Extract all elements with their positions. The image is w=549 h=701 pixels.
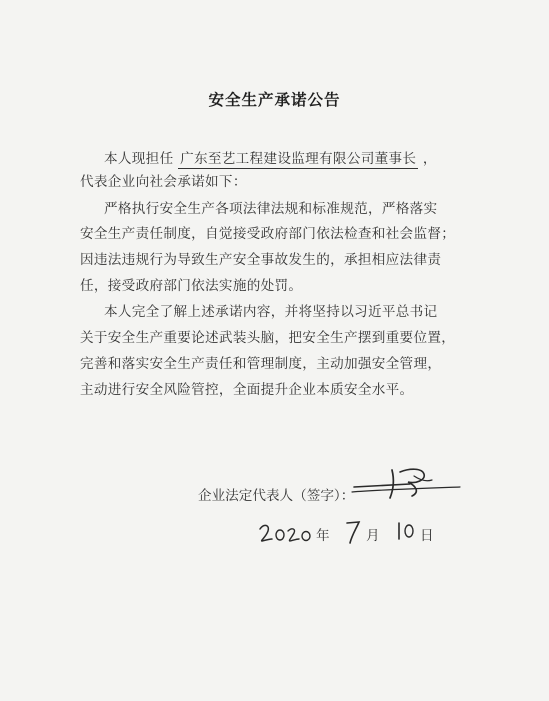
- paragraph-3-line-2: 关于安全生产重要论述武装头脑，把安全生产摆到重要位置，: [80, 330, 456, 346]
- signature-label: 企业法定代表人（签字）：: [198, 488, 355, 504]
- handwritten-month: [344, 517, 364, 547]
- paragraph-2-line-1: 严格执行安全生产各项法律法规和标准规范，严格落实: [104, 201, 438, 217]
- paragraph-3-line-4: 主动进行安全风险管控，全面提升企业本质安全水平。: [80, 382, 414, 398]
- paragraph-2-line-3: 因违法违规行为导致生产安全事故发生的，承担相应法律责: [80, 252, 442, 268]
- paragraph-3-line-1: 本人完全了解上述承诺内容，并将坚持以习近平总书记: [104, 304, 438, 320]
- paragraph-3-line-3: 完善和落实安全生产责任和管理制度，主动加强安全管理，: [80, 356, 442, 372]
- handwritten-year: [258, 517, 318, 547]
- intro-prefix: 本人现担任: [104, 151, 174, 167]
- document-title: 安全生产承诺公告: [208, 91, 341, 109]
- intro-suffix: ，: [422, 151, 437, 167]
- paragraph-2-line-2: 安全生产责任制度，自觉接受政府部门依法检查和社会监督；: [80, 226, 456, 242]
- paragraph-1-line-2: 代表企业向社会承诺如下：: [80, 174, 247, 190]
- date-day-unit: 日: [420, 528, 434, 544]
- handwritten-signature: [350, 462, 470, 502]
- date-year-unit: 年: [316, 528, 330, 544]
- date-line: [258, 517, 448, 547]
- date-month-unit: 月: [366, 528, 380, 544]
- paragraph-2-line-4: 任，接受政府部门依法实施的处罚。: [80, 278, 303, 294]
- handwritten-day: [394, 517, 420, 547]
- company-position: 广东至艺工程建设监理有限公司董事长: [178, 147, 418, 169]
- paragraph-1-line-1: [104, 147, 437, 169]
